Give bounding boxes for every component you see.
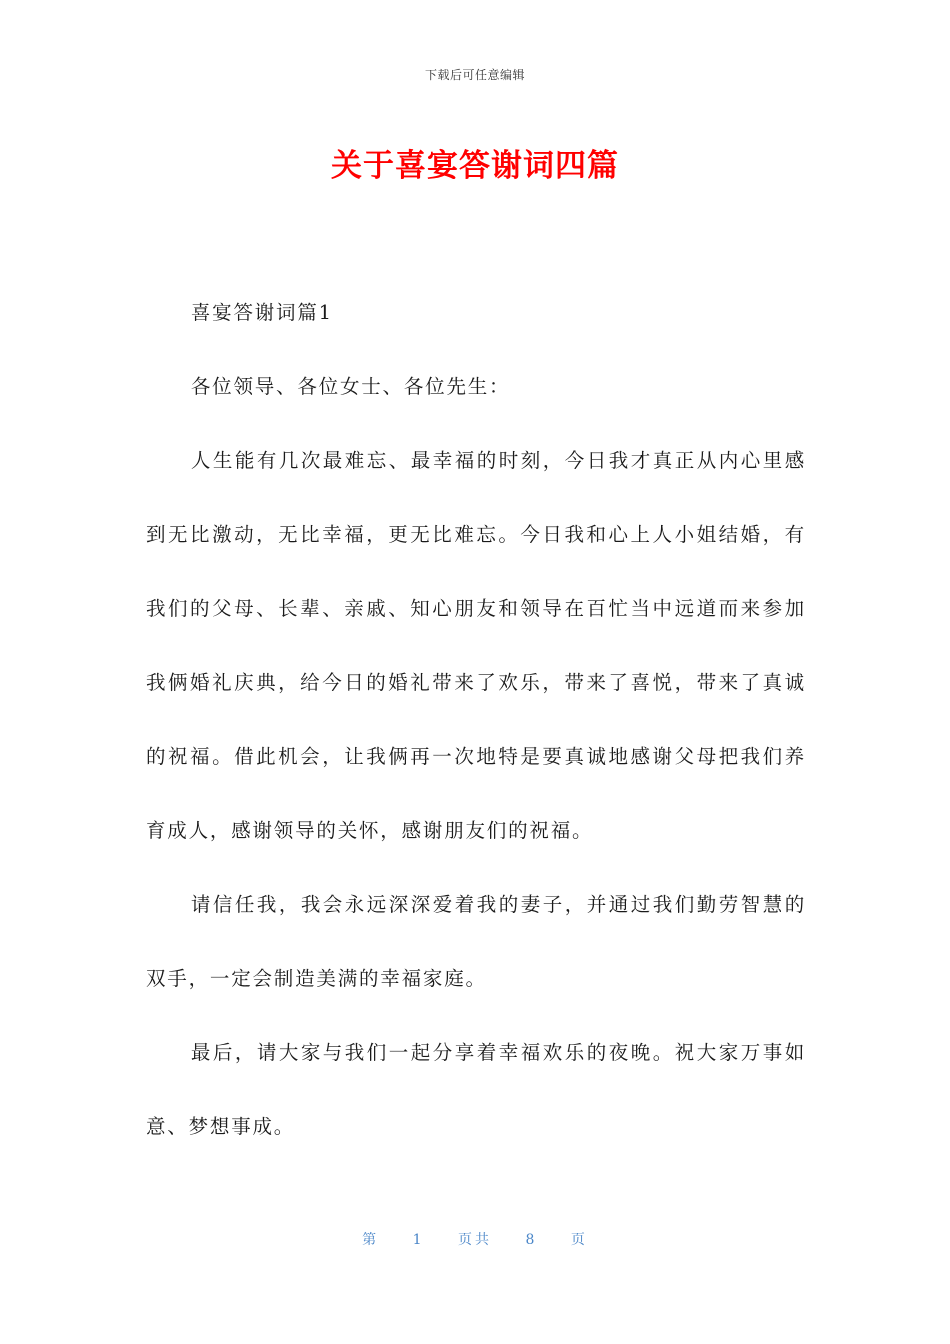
document-title: 关于喜宴答谢词四篇 <box>331 148 619 184</box>
header-note: 下载后可任意编辑 <box>424 68 525 82</box>
body-paragraph: 人生能有几次最难忘、最幸福的时刻，今日我才真正从内心里感到无比激动，无比幸福，更无比难忘。今日我和心上人小姐结婚，有我们的父母、长辈、亲戚、知心朋友和领导在百忙当中远道而来参加我俩婚礼庆典，给今日的婚礼带来了欢乐，带来了喜悦，带来了真诚的祝福。借此机会，让我俩再一次地特是要真诚地感谢父母把我们养育成人，感谢领导的关怀，感谢朋友们的祝福。 <box>146 449 806 842</box>
section-heading: 喜宴答谢词篇1 <box>190 301 333 324</box>
current-page-number: 1 <box>412 1232 425 1248</box>
closing-paragraph: 最后，请大家与我们一起分享着幸福欢乐的夜晚。祝大家万事如意、梦想事成。 <box>146 1041 806 1138</box>
body-paragraph: 请信任我，我会永远深深爱着我的妻子，并通过我们勤劳智慧的双手，一定会制造美满的幸福家庭。 <box>146 893 806 990</box>
document-body <box>146 276 806 1164</box>
page-label-mid: 页共 <box>458 1232 492 1248</box>
page-number-footer <box>0 1229 950 1249</box>
page-label-suffix: 页 <box>570 1232 588 1248</box>
salutation-paragraph: 各位领导、各位女士、各位先生： <box>190 375 511 398</box>
total-pages-number: 8 <box>525 1232 538 1248</box>
page-label-prefix: 第 <box>362 1232 380 1248</box>
